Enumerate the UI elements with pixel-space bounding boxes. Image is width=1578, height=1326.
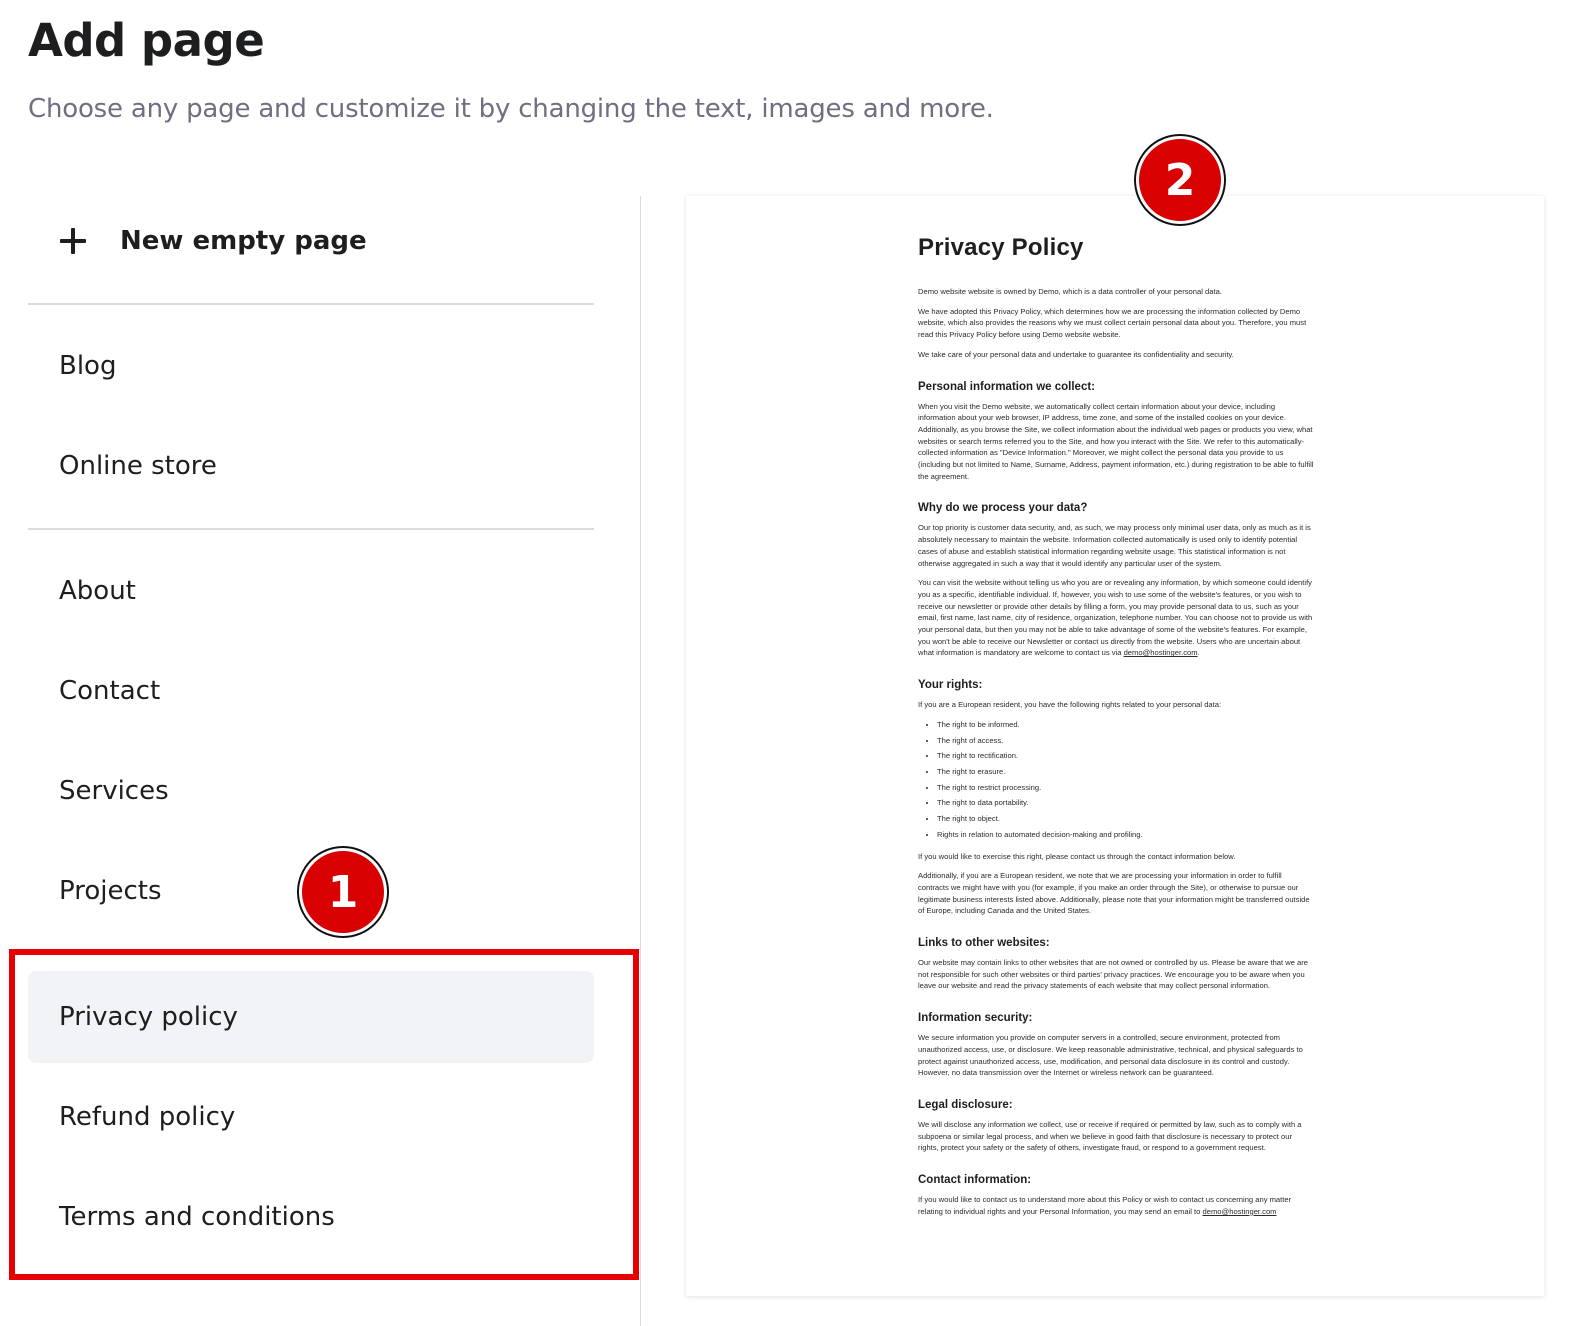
privacy-policy-document: [918, 234, 1314, 1225]
preview-paragraph: Additionally, if you are a European resident, we note that we are processing your information in order to fulfill contracts we might have with you (for example, if you make an order through the Site), or otherwise to pursue our legitimate business interests listed above. Additionally, please note that your information might be transferred outside of Europe, including Canada and the United States.: [918, 871, 1310, 916]
preview-paragraph: You can visit the website without telling us who you are or revealing any information, by which someone could identify you as a specific, identifiable individual. If, however, you wish to use some of the website's features, or you wish to receive our newsletter or provide other details by filling a form, you may provide personal data to us, such as your email, first name, last name, city of residence, organization, telephone number. You can choose not to provide us with your personal data, but then you may not be able to take advantage of some of the website's features. For example, you won't be able to receive our Newsletter or contact us directly from the website. Users who are uncertain about what information is mandatory are welcome to contact us via demo@hostinger.com.: [918, 578, 1313, 658]
preview-paragraph: We have adopted this Privacy Policy, which determines how we are processing the information collected by Demo website, which also provides the reasons why we must collect certain personal data about you. Therefore, you must read this Privacy Policy before using Demo website website.: [918, 306, 1307, 340]
page-subtitle: Choose any page and customize it by changing the text, images and more.: [28, 94, 994, 124]
preview-paragraph: Demo website website is owned by Demo, which is a data controller of your personal data.: [918, 287, 1222, 296]
preview-list-item: • The right to object.: [937, 813, 1314, 825]
plus-icon: [60, 228, 86, 254]
page-preview: [686, 196, 1544, 1296]
preview-email-link: demo@hostinger.com: [1202, 1206, 1277, 1216]
page-item-online-store[interactable]: Online store: [59, 451, 217, 481]
preview-title: Privacy Policy: [918, 234, 1084, 261]
preview-rights-list: [918, 719, 1314, 841]
page-item-projects[interactable]: Projects: [59, 876, 162, 906]
new-empty-page-label: New empty page: [120, 226, 367, 256]
preview-email-link: demo@hostinger.com: [1123, 648, 1198, 658]
preview-paragraph: If you are a European resident, you have the following rights related to your personal data:: [918, 700, 1222, 710]
preview-list-item: • The right to erasure.: [937, 766, 1314, 778]
page-item-services[interactable]: Services: [59, 776, 169, 806]
preview-list-item: • The right to rectification.: [937, 750, 1314, 762]
preview-heading: Why do we process your data?: [918, 502, 1088, 515]
page-item-terms-and-conditions[interactable]: Terms and conditions: [59, 1202, 335, 1232]
preview-paragraph: We will disclose any information we collect, use or receive if required or permitted by law, such as to comply with a subpoena or similar legal process, and when we believe in good faith that disclosure is necessary to protect our rights, protect your safety or the safety of others, investigate fraud, or respond to a government request.: [918, 1119, 1302, 1153]
preview-heading: Links to other websites:: [918, 937, 1050, 950]
new-empty-page-button[interactable]: [60, 216, 367, 266]
preview-paragraph: We secure information you provide on computer servers in a controlled, secure environment, protected from unauthorized access, use, or disclosure. We keep reasonable administrative, technical, and physical safeguards to protect against unauthorized access, use, modification, and personal data disclosure in its control and custody. However, no data transmission over the Internet or wireless network can be guaranteed.: [918, 1033, 1303, 1078]
page-item-privacy-policy[interactable]: Privacy policy: [28, 971, 594, 1063]
step-marker-1: 1: [299, 848, 387, 936]
preview-list-item: • The right to data portability.: [937, 797, 1314, 809]
preview-paragraph: Our website may contain links to other websites that are not owned or controlled by us. Please be aware that we are not responsible for such other websites or third parties' privacy practices. We encourage you to be aware when you leave our website and read the privacy statements of each website that may collect personal information.: [918, 958, 1309, 991]
preview-paragraph: Our top priority is customer data security, and, as such, we may process only minimal user data, only as much as it is absolutely necessary to maintain the website. Information collected automatically is used only to identify potential cases of abuse and establish statistical information regarding website usage. This statistical information is not otherwise aggregated in such a way that it would identify any particular user of the system.: [918, 523, 1311, 568]
preview-heading: Contact information:: [918, 1174, 1032, 1187]
page-item-about[interactable]: About: [59, 576, 136, 606]
page-item-contact[interactable]: Contact: [59, 676, 161, 706]
page-item-refund-policy[interactable]: Refund policy: [59, 1102, 236, 1132]
divider: [28, 303, 594, 305]
page-title: Add page: [28, 14, 265, 67]
preview-list-item: • Rights in relation to automated decision-making and profiling.: [937, 829, 1314, 841]
page-template-list: [0, 196, 641, 1326]
page-item-blog[interactable]: Blog: [59, 351, 117, 381]
preview-paragraph: We take care of your personal data and undertake to guarantee its confidentiality and security.: [918, 349, 1234, 359]
preview-paragraph: [918, 1194, 1314, 1217]
preview-heading: Your rights:: [918, 679, 983, 692]
preview-text: If you would like to contact us to understand more about this Policy or wish to contact us concerning any matter relating to individual rights and your Personal Information, you may send an email to: [918, 1195, 1292, 1216]
preview-paragraph: If you would like to exercise this right, please contact us through the contact information below.: [918, 851, 1236, 861]
preview-heading: Information security:: [918, 1012, 1033, 1025]
preview-list-item: • The right to restrict processing.: [937, 782, 1314, 794]
divider: [28, 528, 594, 530]
preview-heading: Personal information we collect:: [918, 380, 1096, 393]
preview-paragraph: When you visit the Demo website, we automatically collect certain information about your device, including information about your web browser, IP address, time zone, and some of the installed cookies on your device. Additionally, as you browse the Site, we collect information about the individual web pages or products you view, what websites or search terms referred you to the Site, and how you interact with the Site. We refer to this automatically-collected information as "Device Information." Moreover, we might collect the personal data you provide to us (including but not limited to Name, Surname, Address, payment information, etc.) during registration to be able to fulfill the agreement.: [918, 401, 1314, 481]
preview-text: You can visit the website without telling us who you are or revealing any information, by which someone could identify you as a specific, identifiable individual. If, however, you wish to use some of the website's features, or you wish to receive our newsletter or provide other details by filling a form, you may provide personal data to us, such as your email, first name, last name, city of residence, organization, telephone number. You can choose not to provide us with your personal data, but then you may not be able to take advantage of some of the website's features. For example, you won't be able to receive our Newsletter or contact us directly from the website. Users who are uncertain about what information is mandatory are welcome to contact us via: [918, 578, 1313, 658]
preview-list-item: • The right to be informed.: [937, 719, 1314, 731]
step-marker-2: 2: [1136, 136, 1224, 224]
preview-heading: Legal disclosure:: [918, 1098, 1013, 1111]
preview-list-item: • The right of access.: [937, 735, 1314, 747]
